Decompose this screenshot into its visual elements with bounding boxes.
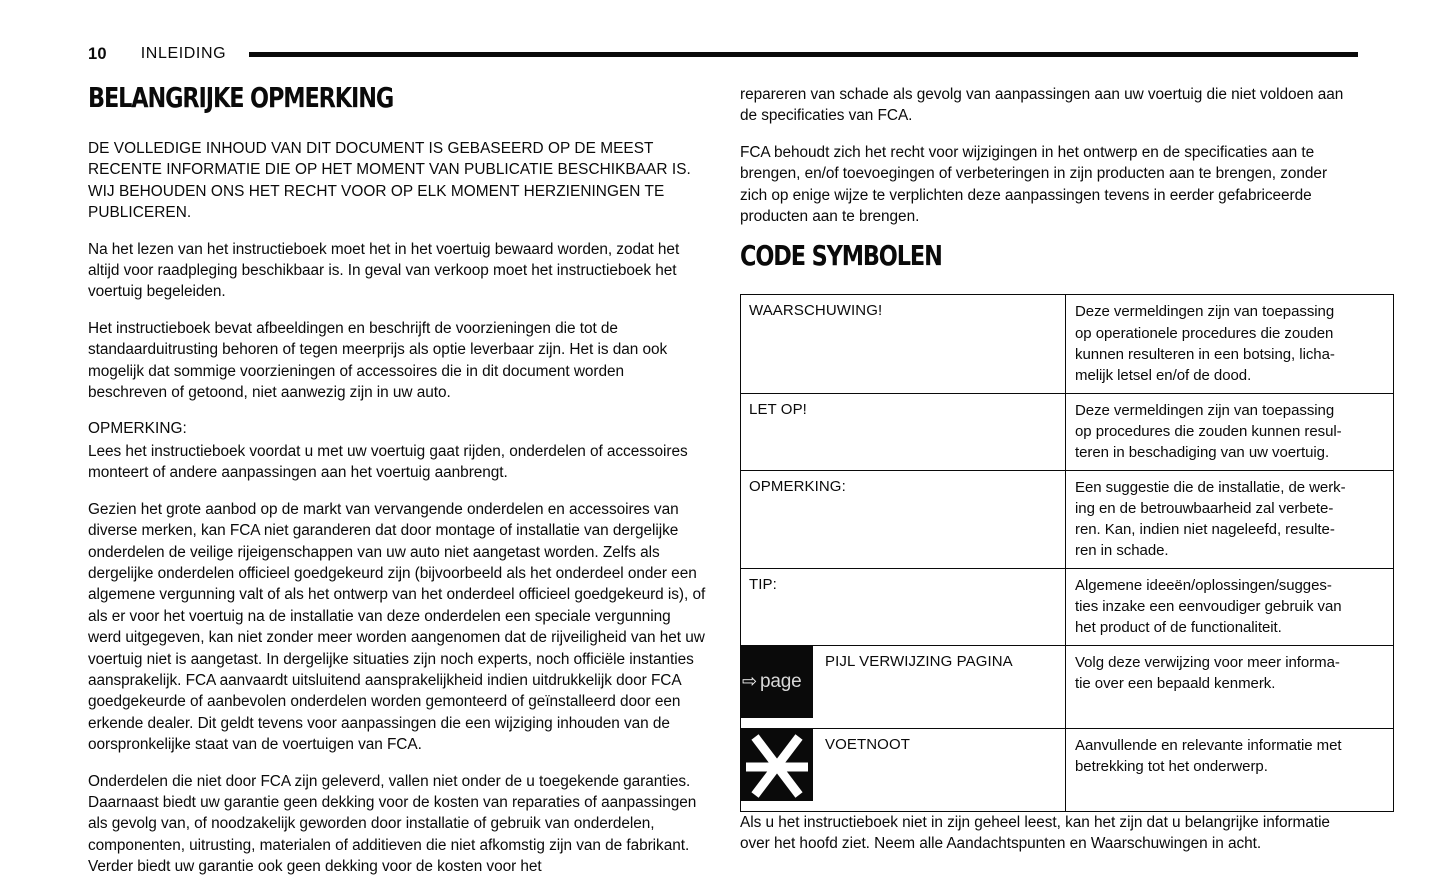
description-line: Aanvullende en relevante informatie met [1075, 736, 1342, 754]
paragraph-right-to-change: FCA behoudt zich het recht voor wijzigingen in het ontwerp en de specificaties aan te brengen, en/of toevoegingen of verbeteringen in zijn producten aan te brengen, zonder zich op enige wijze te verplichten deze aanpassingen tevens in eerder gefabriceerde producten aan te brengen. [740, 143, 1328, 226]
page-arrow-icon [741, 646, 813, 718]
description-line: kunnen resulteren in een botsing, licha- [1075, 346, 1335, 364]
icon-term-row [741, 646, 1065, 718]
right-arrow-icon: ⇨ [742, 671, 758, 692]
table-cell-term [741, 568, 1066, 645]
asterisk-icon-glyph [741, 729, 813, 801]
term-label: PIJL VERWIJZING PAGINA [825, 652, 1013, 670]
paragraph-continuation: repareren van schade als gevolg van aanpassingen aan uw voertuig die niet voldoen aan de specificaties van FCA. [740, 86, 1344, 125]
table-cell-description [1066, 645, 1394, 728]
description-line: ing en de betrouwbaarheid zal verbete- [1075, 499, 1334, 517]
term-label: WAARSCHUWING! [749, 302, 883, 320]
description-line: betrekking tot het onderwerp. [1075, 757, 1268, 775]
term-label: VOETNOOT [825, 735, 910, 753]
asterisk-footnote-icon [741, 729, 813, 801]
page-arrow-icon-word: page [760, 670, 802, 692]
right-column [740, 84, 1358, 854]
paragraph-keep-manual: Na het lezen van het instructieboek moet het in het voertuig bewaard worden, zodat het altijd voor raadpleging beschikbaar is. In geval van verkoop moet het instructieboek het voertuig begeleiden. [88, 240, 680, 301]
paragraph-aftermarket-parts: Gezien het grote aanbod op de markt van vervangende onderdelen en accessoires van diverse merken, kan FCA niet garanderen dat door montage of installatie van dergelijke onderdelen de veilige rijeigenschappen van uw auto niet aangetast worden. Zelfs als dergelijke onderdelen officieel goedgekeurd zijn (bijvoorbeeld als het onderdeel onder een algemene vergunning valt of als het ontwerp van het onderdeel officieel goedgekeurd is), of als er voor het voertuig na de installatie van deze onderdelen een speciale vergunning werd uitgegeven, kan niet zonder meer worden aangenomen dat de rijveiligheid van het uw voertuig niet is aangetast. In dergelijke situaties zijn noch experts, noch officiële instanties aansprakelijk. FCA aanvaardt uitsluitend aansprakelijkheid indien uitdrukkelijk door FCA goedgekeurde of aanbevolen onderdelen worden gemonteerd of geïnstalleerd door een erkende dealer. Dit geldt tevens voor aanpassingen die een wijziging inhouden van de oorspronkelijke staat van de voertuigen van FCA. [88, 500, 706, 754]
code-symbols-table-body [741, 295, 1394, 811]
page-arrow-icon-inner [742, 672, 802, 691]
folio-page-number: 10 [88, 44, 107, 63]
description-line: ren in schade. [1075, 542, 1169, 560]
table-row [741, 295, 1394, 393]
table-row [741, 393, 1394, 470]
table-cell-term [741, 470, 1066, 568]
note-text: Lees het instructieboek voordat u met uw voertuig gaat rijden, onderdelen of accessoires monteert of andere aanpassingen aan het voertuig aanbrengt. [88, 442, 688, 482]
table-cell-term [741, 393, 1066, 470]
page-title: BELANGRIJKE OPMERKING [88, 81, 394, 114]
table-cell-description [1066, 728, 1394, 811]
table-cell-term [741, 728, 1066, 811]
description-line: teren in beschadiging van uw voertuig. [1075, 444, 1330, 462]
description-line: op procedures die zouden kunnen resul- [1075, 422, 1342, 440]
description-line: Deze vermeldingen zijn van toepassing [1075, 401, 1335, 419]
description-line: melijk letsel en/of de dood. [1075, 367, 1252, 385]
code-symbols-heading-wrap [740, 239, 1358, 276]
table-cell-description [1066, 568, 1394, 645]
paragraph-disclaimer: DE VOLLEDIGE INHOUD VAN DIT DOCUMENT IS GEBASEERD OP DE MEEST RECENTE INFORMATIE DIE OP HET MOMENT VAN PUBLICATIE BESCHIKBAAR IS. WIJ BEHOUDEN ONS HET RECHT VOOR OP ELK MOMENT HERZIENINGEN TE PUBLICEREN. [88, 140, 691, 222]
description-line: tie over een bepaald kenmerk. [1075, 674, 1276, 692]
term-label: TIP: [749, 575, 777, 593]
description-line: Algemene ideeën/oplossingen/sugges- [1075, 576, 1332, 594]
table-row [741, 470, 1394, 568]
description-line: het product of de functionaliteit. [1075, 619, 1282, 637]
table-cell-description [1066, 393, 1394, 470]
table-cell-description [1066, 470, 1394, 568]
description-line: Volg deze verwijzing voor meer informa- [1075, 653, 1340, 671]
table-row [741, 568, 1394, 645]
left-heading-wrap [88, 81, 706, 118]
description-line: ties inzake een eenvoudiger gebruik van [1075, 598, 1342, 615]
header-rule [249, 52, 1358, 57]
description-line: Een suggestie die de installatie, de werk- [1075, 478, 1346, 496]
code-symbols-table [740, 294, 1394, 811]
table-cell-term [741, 295, 1066, 393]
description-line: ren. Kan, indien niet nageleefd, resulte- [1075, 521, 1335, 539]
body-columns [88, 81, 1358, 876]
paragraph-warranty: Onderdelen die niet door FCA zijn geleverd, vallen niet onder de u toegekende garanties. Daarnaast biedt uw garantie geen dekking voor de kosten van reparaties of aanpassingen als gevolg van, of noodzakelijk geworden door installatie of gebruik van onderdelen, componenten, uitrusting, materialen of additieven die niet afkomstig zijn van de fabrikant. Verder biedt uw garantie ook geen dekking voor de kosten voor het [88, 772, 697, 876]
paragraph-illustrations: Het instructieboek bevat afbeeldingen en beschrijft de voorzieningen die tot de standaarduitrusting behoren of tegen meerprijs als optie leverbaar zijn. Het is dan ook mogelijk dat sommige voorzieningen of accessoires die in dit document worden beschreven of getoond, niet aanwezig zijn in uw auto. [88, 319, 668, 402]
closing-paragraph: Als u het instructieboek niet in zijn geheel leest, kan het zijn dat u belangrijke informatie over het hoofd ziet. Neem alle Aandachtspunten en Waarschuwingen in acht. [740, 813, 1330, 852]
table-row [741, 728, 1394, 811]
table-row [741, 645, 1394, 728]
icon-term-row [741, 729, 1065, 801]
description-line: op operationele procedures die zouden [1075, 324, 1334, 342]
section-title: INLEIDING [140, 45, 227, 62]
term-label: LET OP! [749, 400, 807, 418]
term-label: OPMERKING: [749, 477, 846, 495]
note-label: OPMERKING: [88, 420, 187, 438]
table-cell-description [1066, 295, 1394, 393]
description-line: Deze vermeldingen zijn van toepassing [1075, 303, 1335, 321]
code-symbols-title: CODE SYMBOLEN [740, 239, 942, 273]
left-column [88, 81, 706, 878]
table-cell-term [741, 645, 1066, 728]
page-header [88, 42, 1358, 66]
